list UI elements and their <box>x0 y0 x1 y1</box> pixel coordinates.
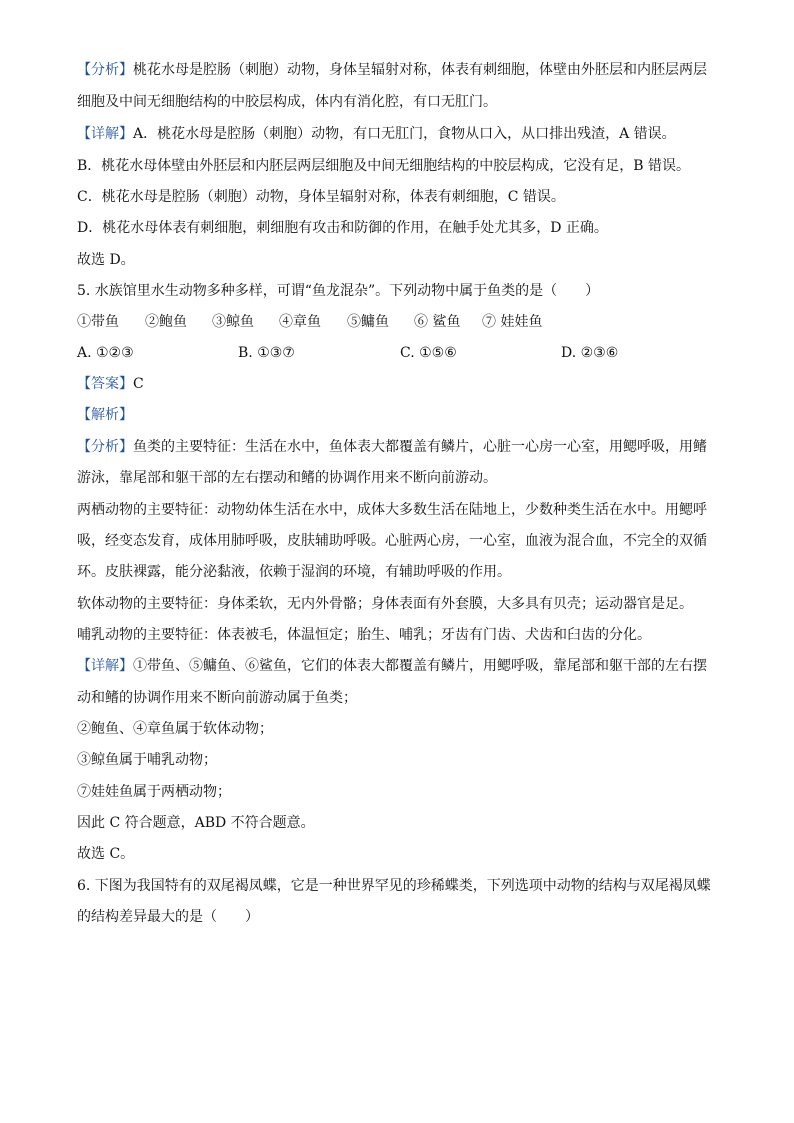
q5-amph-line-1: 两栖动物的主要特征：动物幼体生活在水中，成体大多数生活在陆地上，少数种类生活在水中。用鳃呼 <box>77 502 707 518</box>
q5-mollusc: 软体动物的主要特征：身体柔软，无内外骨骼；身体表面有外套膜，大多具有贝壳；运动器官是足。 <box>77 596 693 612</box>
detail-tag: 【详解】 <box>77 658 133 674</box>
answer-text: C <box>133 376 144 392</box>
q5-mammal: 哺乳动物的主要特征：体表被毛，体温恒定；胎生、哺乳；牙齿有门齿、犬齿和臼齿的分化。 <box>77 627 651 643</box>
q4-analysis-line-2: 细胞及中间无细胞结构的中胶层构成，体内有消化腔，有口无肛门。 <box>77 94 497 110</box>
q5-items <box>77 312 562 332</box>
item-7: ⑦ 娃娃鱼 <box>482 314 543 330</box>
item-3: ③鲸鱼 <box>212 314 254 330</box>
option-a: A. ①②③ <box>77 345 134 361</box>
q5-amph-line-3: 环。皮肤裸露，能分泌黏液，依赖于湿润的环境，有辅助呼吸的作用。 <box>77 564 511 580</box>
item-1: ①带鱼 <box>77 314 119 330</box>
item-5: ⑤鳙鱼 <box>347 314 389 330</box>
fish-text: 鱼类的主要特征：生活在水中，鱼体表大都覆盖有鳞片，心脏一心房一心室，用鳃呼吸，用鳍 <box>133 439 707 455</box>
q5-detail-line-6: 因此 C 符合题意，ABD 不符合题意。 <box>77 815 315 831</box>
q4-detail-line-b: B．桃花水母体壁由外胚层和内胚层两层细胞及中间无细胞结构的中胶层构成，它没有足，B 错误。 <box>77 158 691 174</box>
detail-text: ①带鱼、⑤鳙鱼、⑥鲨鱼，它们的体表大都覆盖有鳞片，用鳃呼吸，靠尾部和躯干部的左右摆 <box>133 658 707 674</box>
item-4: ④章鱼 <box>279 314 321 330</box>
q5-detail-line-1 <box>77 656 707 676</box>
detail-tag: 【详解】 <box>77 126 133 142</box>
q4-analysis-line-1 <box>77 60 707 80</box>
analysis-tag: 【分析】 <box>77 62 133 78</box>
q5-answer <box>77 374 144 394</box>
detail-text: A．桃花水母是腔肠（刺胞）动物，有口无肛门，食物从口入，从口排出残渣，A 错误。 <box>133 126 676 142</box>
q6-stem-line-1: 6. 下图为我国特有的双尾褐凤蝶，它是一种世界罕见的珍稀蝶类，下列选项中动物的结构与双尾褐凤蝶 <box>77 878 711 894</box>
option-c: C. ①⑤⑥ <box>400 345 457 361</box>
q5-detail-line-3: ②鲍鱼、④章鱼属于软体动物； <box>77 721 273 737</box>
q4-detail-line-a <box>77 124 676 144</box>
option-d: D. ②③⑥ <box>561 345 619 361</box>
q5-detail-line-4: ③鲸鱼属于哺乳动物； <box>77 752 217 768</box>
q5-explain-tag: 【解析】 <box>77 407 133 423</box>
analysis-tag: 【分析】 <box>77 439 133 455</box>
analysis-text: 桃花水母是腔肠（刺胞）动物，身体呈辐射对称，体表有刺细胞，体壁由外胚层和内胚层两层 <box>133 62 707 78</box>
q6-stem-line-2: 的结构差异最大的是（ ） <box>77 909 259 925</box>
option-b: B. ①③⑦ <box>238 345 295 361</box>
answer-tag: 【答案】 <box>77 376 133 392</box>
q5-amph-line-2: 吸，经变态发育，成体用肺呼吸，皮肤辅助呼吸。心脏两心房，一心室，血液为混合血，不完全的双循 <box>77 533 707 549</box>
item-2: ②鲍鱼 <box>145 314 187 330</box>
q4-detail-line-d: D．桃花水母体表有刺细胞，刺细胞有攻击和防御的作用，在触手处尤其多，D 正确。 <box>77 220 608 236</box>
q5-fish-line-1 <box>77 437 707 457</box>
q5-detail-line-5: ⑦娃娃鱼属于两栖动物； <box>77 784 231 800</box>
q5-stem: 5. 水族馆里水生动物多种多样，可谓“鱼龙混杂”。下列动物中属于鱼类的是（ ） <box>77 283 600 299</box>
q5-detail-line-2: 动和鳍的协调作用来不断向前游动属于鱼类； <box>77 690 357 706</box>
q4-detail-line-c: C．桃花水母是腔肠（刺胞）动物，身体呈辐射对称，体表有刺细胞，C 错误。 <box>77 189 565 205</box>
item-6: ⑥ 鲨鱼 <box>414 314 461 330</box>
q5-fish-line-2: 游泳，靠尾部和躯干部的左右摆动和鳍的协调作用来不断向前游动。 <box>77 470 497 486</box>
q4-choice: 故选 D。 <box>77 252 135 268</box>
q5-choice: 故选 C。 <box>77 846 135 862</box>
q5-options <box>77 343 717 363</box>
